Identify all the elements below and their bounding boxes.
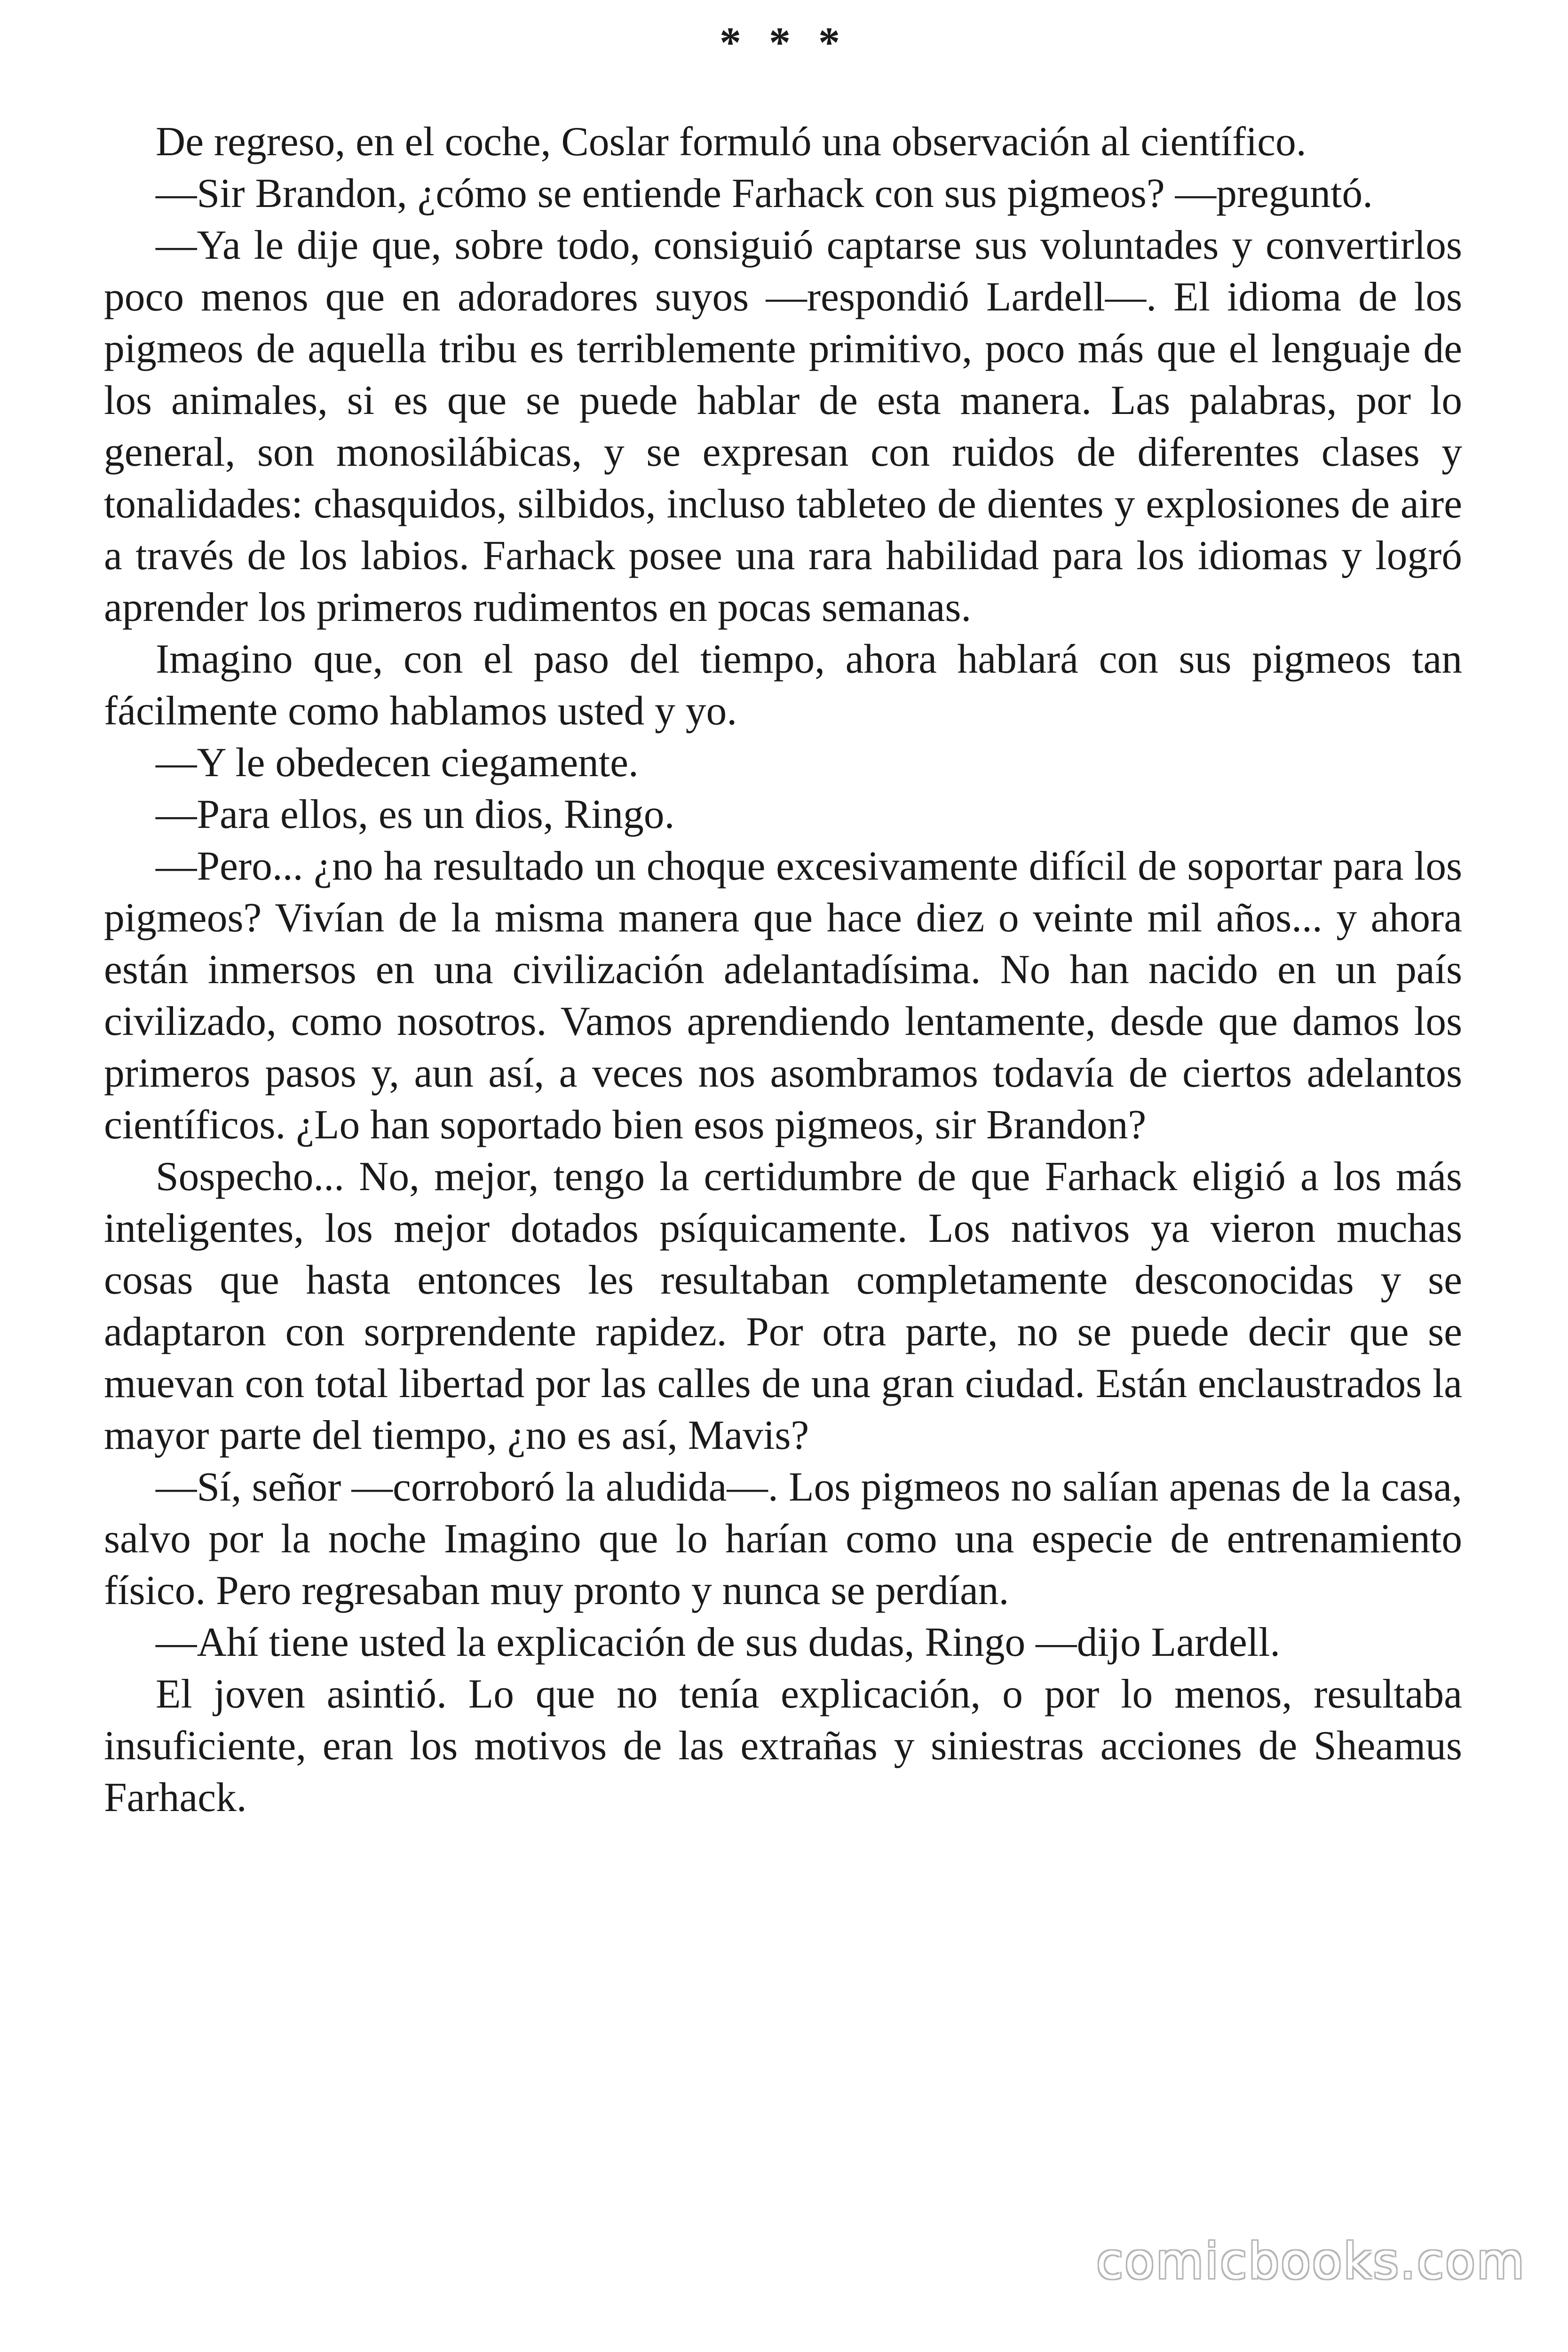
section-separator: * * * xyxy=(720,18,848,66)
paragraph: —Sí, señor —corroboró la aludida—. Los pigmeos no salían apenas de la casa, salvo por la noche Imagino que lo harían como una especie de entrenamiento físico. Pero regresaban muy pronto y nunca se perdían. xyxy=(104,1464,1462,1613)
page-text xyxy=(104,116,1462,1823)
paragraph: —Ahí tiene usted la explicación de sus dudas, Ringo —dijo Lardell. xyxy=(156,1619,1281,1665)
paragraph: El joven asintió. Lo que no tenía explicación, o por lo menos, resultaba insuficiente, eran los motivos de las extrañas y siniestras acciones de Sheamus Farhack. xyxy=(104,1671,1462,1820)
paragraph: —Para ellos, es un dios, Ringo. xyxy=(156,791,675,837)
paragraph: Sospecho... No, mejor, tengo la certidumbre de que Farhack eligió a los más inteligentes, los mejor dotados psíquicamente. Los nativos ya vieron muchas cosas que hasta entonces les resultaban completamente desconocidas y se adaptaron con sorprendente rapidez. Por otra parte, no se puede decir que se muevan con total libertad por las calles de una gran ciudad. Están enclaustrados la mayor parte del tiempo, ¿no es así, Mavis? xyxy=(104,1153,1462,1458)
watermark: comicbooks.com xyxy=(1096,2233,1526,2290)
paragraph: —Y le obedecen ciegamente. xyxy=(156,739,639,785)
paragraph: De regreso, en el coche, Coslar formuló una observación al científico. xyxy=(156,119,1307,164)
paragraph: —Ya le dije que, sobre todo, consiguió captarse sus voluntades y convertirlos poco menos que en adoradores suyos —respondió Lardell—. El idioma de los pigmeos de aquella tribu es terriblemente primitivo, poco más que el lenguaje de los animales, si es que se puede hablar de esta manera. Las palabras, por lo general, son monosilábicas, y se expresan con ruidos de diferentes clases y tonalidades: chasquidos, silbidos, incluso tableteo de dientes y explosiones de aire a través de los labios. Farhack posee una rara habilidad para los idiomas y logró aprender los primeros rudimentos en pocas semanas. xyxy=(104,222,1462,630)
paragraph: —Pero... ¿no ha resultado un choque excesivamente difícil de soportar para los pigmeos? Vivían de la misma manera que hace diez o veinte mil años... y ahora están inmersos en una civilización adelantadísima. No han nacido en un país civilizado, como nosotros. Vamos aprendiendo lentamente, desde que damos los primeros pasos y, aun así, a veces nos asombramos todavía de ciertos adelantos científicos. ¿Lo han soportado bien esos pigmeos, sir Brandon? xyxy=(104,843,1462,1147)
paragraph: Imagino que, con el paso del tiempo, ahora hablará con sus pigmeos tan fácilmente como hablamos usted y yo. xyxy=(104,636,1462,733)
paragraph: —Sir Brandon, ¿cómo se entiende Farhack con sus pigmeos? —preguntó. xyxy=(156,170,1373,216)
